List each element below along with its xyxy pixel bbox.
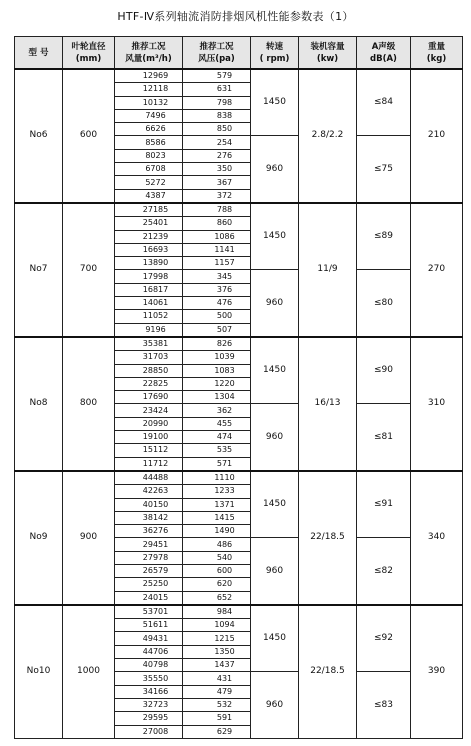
flow-cell [115,698,183,711]
pressure-cell [183,136,251,149]
pressure-cell-text: 1490 [214,526,235,536]
pressure-cell-text: 860 [216,218,233,228]
flow-cell [115,136,183,149]
pressure-cell [183,485,251,498]
flow-cell [115,498,183,511]
diameter-cell: 700 [63,203,115,337]
pressure-cell-text: 600 [216,566,233,576]
pressure-cell [183,659,251,672]
flow-cell-text: 38142 [142,512,169,522]
pressure-cell [183,230,251,243]
pressure-cell [183,619,251,632]
pressure-cell-text: 1039 [214,352,235,362]
flow-cell [115,431,183,444]
pressure-cell [183,404,251,417]
table-row [15,203,463,217]
pressure-cell [183,498,251,511]
diameter-cell: 600 [63,69,115,203]
pressure-cell-text: 620 [216,579,233,589]
flow-cell [115,444,183,457]
pressure-cell-text: 276 [216,150,233,160]
pressure-cell [183,163,251,176]
header-speed: 转速 ( rpm) [251,37,299,70]
flow-cell [115,364,183,377]
pressure-cell-text: 838 [216,111,233,121]
flow-cell [115,391,183,404]
speed-cell: 1450 [251,203,299,270]
pressure-cell-text: 1141 [214,245,235,254]
pressure-cell-text: 1157 [214,258,235,268]
flow-cell-text: 16817 [142,284,169,294]
flow-cell-text: 44706 [142,646,169,656]
pressure-cell-text: 345 [216,271,233,281]
pressure-cell-text: 1233 [214,486,235,496]
flow-cell [115,310,183,323]
performance-table [14,36,463,739]
pressure-cell-text: 629 [216,726,233,736]
flow-cell [115,257,183,270]
page-title: HTF-Ⅳ系列轴流消防排烟风机性能参数表（1） [117,10,354,23]
flow-cell [115,672,183,685]
flow-cell-text: 12969 [142,71,169,81]
flow-cell [115,351,183,364]
pressure-cell-text: 579 [216,71,233,81]
flow-cell-text: 16693 [142,245,169,254]
pressure-cell [183,323,251,337]
flow-cell-text: 49431 [142,633,169,643]
pressure-cell [183,109,251,122]
pressure-cell-text: 591 [216,713,233,723]
flow-cell [115,578,183,591]
speed-cell: 1450 [251,69,299,136]
flow-cell [115,377,183,390]
pressure-cell-text: 1437 [214,660,235,670]
flow-cell [115,230,183,243]
flow-cell-text: 31703 [142,352,169,362]
pressure-cell-text: 540 [216,552,233,562]
flow-cell-text: 36276 [142,526,169,536]
flow-cell [115,605,183,619]
power-cell: 22/18.5 [299,605,357,738]
pressure-cell [183,69,251,83]
pressure-cell-text: 1086 [214,231,235,241]
flow-cell-text: 51611 [142,620,169,630]
model-cell: No8 [15,337,63,471]
flow-cell [115,297,183,310]
flow-cell [115,551,183,564]
flow-cell-text: 6708 [145,164,166,174]
pressure-cell [183,364,251,377]
weight-cell: 270 [411,203,463,337]
pressure-cell [183,351,251,364]
pressure-cell [183,538,251,551]
speed-cell: 960 [251,672,299,738]
pressure-cell-text: 254 [216,137,233,147]
flow-cell-text: 20990 [142,418,169,428]
pressure-cell-text: 1083 [214,365,235,375]
pressure-cell-text: 474 [216,432,233,442]
pressure-cell-text: 486 [216,539,233,549]
pressure-cell-text: 367 [216,177,233,187]
flow-cell-text: 19100 [142,432,169,442]
pressure-cell-text: 1094 [214,620,235,630]
flow-cell-text: 15112 [142,445,169,455]
power-cell: 22/18.5 [299,471,357,605]
flow-cell [115,712,183,725]
flow-cell-text: 10132 [142,97,169,107]
power-cell: 16/13 [299,337,357,471]
flow-cell-text: 5272 [145,177,166,187]
flow-cell [115,189,183,203]
pressure-cell [183,725,251,738]
weight-cell: 340 [411,471,463,605]
flow-cell [115,123,183,136]
table-row [15,471,463,485]
flow-cell-text: 53701 [142,607,169,617]
pressure-cell [183,578,251,591]
speed-cell: 1450 [251,337,299,404]
pressure-cell-text: 850 [216,124,233,134]
power-cell: 11/9 [299,203,357,337]
model-cell: No7 [15,203,63,337]
pressure-cell-text: 362 [216,405,233,415]
noise-cell: ≤91 [357,471,411,538]
pressure-cell-text: 571 [216,458,233,468]
table-row [15,605,463,619]
pressure-cell [183,297,251,310]
pressure-cell-text: 1415 [214,512,235,522]
flow-cell-text: 7496 [145,111,166,121]
pressure-cell [183,96,251,109]
weight-cell: 390 [411,605,463,738]
header-power: 装机容量 (kw) [299,37,357,70]
flow-cell [115,417,183,430]
noise-cell: ≤90 [357,337,411,404]
flow-cell-text: 34166 [142,686,169,696]
header-weight: 重量 (kg) [411,37,463,70]
pressure-cell-text: 1110 [214,473,235,483]
noise-cell: ≤75 [357,136,411,203]
model-cell: No10 [15,605,63,738]
flow-cell-text: 22825 [142,378,169,388]
pressure-cell [183,698,251,711]
pressure-cell [183,511,251,524]
header-model: 型 号 [15,37,63,70]
pressure-cell-text: 476 [216,298,233,308]
flow-cell-text: 25250 [142,579,169,589]
flow-cell [115,109,183,122]
flow-cell-text: 27008 [142,726,169,736]
flow-cell-text: 40798 [142,660,169,670]
flow-cell-text: 9196 [145,324,166,334]
flow-cell [115,457,183,471]
pressure-cell [183,310,251,323]
pressure-cell-text: 1371 [214,499,235,509]
flow-cell [115,243,183,256]
flow-cell [115,270,183,283]
pressure-cell-text: 532 [216,700,233,710]
pressure-cell [183,189,251,203]
speed-cell: 1450 [251,471,299,538]
power-cell: 2.8/2.2 [299,69,357,203]
flow-cell [115,525,183,538]
pressure-cell-text: 631 [216,84,233,94]
pressure-cell [183,471,251,485]
pressure-cell [183,431,251,444]
pressure-cell-text: 507 [216,324,233,334]
flow-cell-text: 35550 [142,673,169,683]
pressure-cell-text: 1220 [214,378,235,388]
pressure-cell [183,632,251,645]
weight-cell: 310 [411,337,463,471]
flow-cell-text: 26579 [142,566,169,576]
table-row [15,337,463,351]
speed-cell: 960 [251,538,299,605]
pressure-cell [183,685,251,698]
pressure-cell [183,672,251,685]
pressure-cell [183,83,251,96]
flow-cell-text: 6626 [145,124,166,134]
flow-cell [115,69,183,83]
model-cell: No6 [15,69,63,203]
flow-cell [115,83,183,96]
flow-cell [115,564,183,577]
flow-cell-text: 32723 [142,700,169,710]
pressure-cell [183,149,251,162]
pressure-cell-text: 826 [216,339,233,349]
pressure-cell [183,283,251,296]
header-noise: A声级 dB(A) [357,37,411,70]
flow-cell-text: 23424 [142,405,169,415]
noise-cell: ≤82 [357,538,411,605]
flow-cell-text: 42263 [142,486,169,496]
pressure-cell [183,605,251,619]
header-flow: 推荐工况 风量(m³/h) [115,37,183,70]
pressure-cell [183,377,251,390]
noise-cell: ≤89 [357,203,411,270]
flow-cell [115,485,183,498]
flow-cell [115,203,183,217]
speed-cell: 960 [251,404,299,471]
noise-cell: ≤92 [357,605,411,672]
flow-cell-text: 29451 [142,539,169,549]
pressure-cell [183,712,251,725]
flow-cell [115,217,183,230]
flow-cell-text: 21239 [142,231,169,241]
flow-cell [115,323,183,337]
pressure-cell-text: 788 [216,205,233,215]
noise-cell: ≤80 [357,270,411,337]
weight-cell: 210 [411,69,463,203]
flow-cell [115,96,183,109]
flow-cell-text: 35381 [142,339,169,349]
flow-cell [115,176,183,189]
speed-cell: 960 [251,136,299,203]
flow-cell-text: 4387 [145,190,166,200]
flow-cell [115,645,183,658]
flow-cell [115,283,183,296]
flow-cell [115,404,183,417]
pressure-cell [183,123,251,136]
pressure-cell [183,551,251,564]
flow-cell-text: 8586 [145,137,166,147]
pressure-cell [183,591,251,605]
pressure-cell-text: 372 [216,190,233,200]
pressure-cell [183,457,251,471]
speed-cell: 1450 [251,605,299,672]
pressure-cell-text: 652 [216,592,233,602]
diameter-cell: 900 [63,471,115,605]
speed-cell: 960 [251,270,299,337]
pressure-cell [183,257,251,270]
pressure-cell-text: 1350 [214,646,235,656]
flow-cell-text: 29595 [142,713,169,723]
pressure-cell-text: 1304 [214,392,235,402]
diameter-cell: 1000 [63,605,115,738]
pressure-cell [183,564,251,577]
header-pressure: 推荐工况 风压(pa) [183,37,251,70]
table-row [15,69,463,83]
flow-cell-text: 11712 [142,458,169,468]
pressure-cell [183,337,251,351]
flow-cell-text: 25401 [142,218,169,228]
flow-cell-text: 27185 [142,205,169,215]
flow-cell-text: 28850 [142,365,169,375]
flow-cell [115,619,183,632]
noise-cell: ≤84 [357,69,411,136]
pressure-cell [183,243,251,256]
flow-cell [115,163,183,176]
flow-cell-text: 27978 [142,552,169,562]
pressure-cell-text: 479 [216,686,233,696]
flow-cell [115,725,183,738]
flow-cell-text: 40150 [142,499,169,509]
pressure-cell [183,176,251,189]
diameter-cell: 800 [63,337,115,471]
flow-cell-text: 44488 [142,473,169,483]
pressure-cell-text: 350 [216,164,233,174]
pressure-cell-text: 535 [216,445,233,455]
flow-cell-text: 17690 [142,392,169,402]
pressure-cell-text: 1215 [214,633,235,643]
pressure-cell [183,270,251,283]
flow-cell [115,685,183,698]
header-row [15,37,463,70]
flow-cell [115,149,183,162]
flow-cell [115,471,183,485]
flow-cell-text: 11052 [142,311,169,321]
noise-cell: ≤83 [357,672,411,738]
pressure-cell-text: 984 [216,607,233,617]
pressure-cell [183,217,251,230]
flow-cell-text: 14061 [142,298,169,308]
flow-cell [115,632,183,645]
flow-cell [115,591,183,605]
header-diameter: 叶轮直径 (mm) [63,37,115,70]
pressure-cell [183,391,251,404]
flow-cell [115,511,183,524]
pressure-cell [183,525,251,538]
flow-cell [115,337,183,351]
table-body [15,69,463,738]
flow-cell-text: 8023 [145,150,166,160]
flow-cell-text: 17998 [142,271,169,281]
flow-cell-text: 24015 [142,592,169,602]
pressure-cell-text: 431 [216,673,233,683]
model-cell: No9 [15,471,63,605]
pressure-cell [183,645,251,658]
pressure-cell-text: 376 [216,284,233,294]
pressure-cell [183,444,251,457]
flow-cell [115,538,183,551]
pressure-cell-text: 500 [216,311,233,321]
pressure-cell-text: 455 [216,418,233,428]
flow-cell-text: 12118 [142,84,169,94]
pressure-cell-text: 798 [216,97,233,107]
pressure-cell [183,417,251,430]
flow-cell-text: 13890 [142,258,169,268]
pressure-cell [183,203,251,217]
noise-cell: ≤81 [357,404,411,471]
flow-cell [115,659,183,672]
